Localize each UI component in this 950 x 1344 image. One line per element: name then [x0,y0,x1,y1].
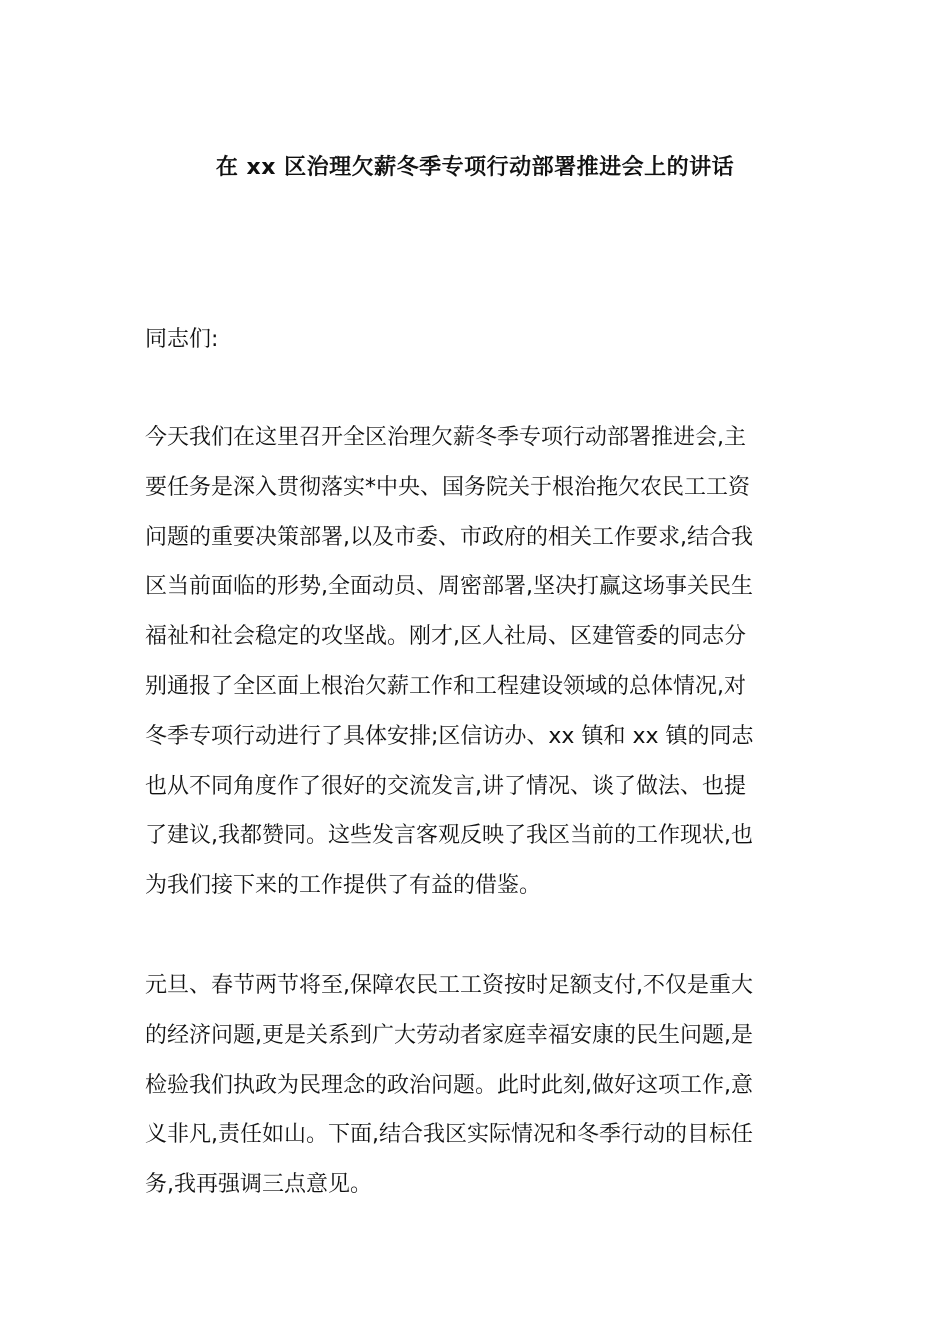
paragraph-line: 检验我们执政为民理念的政治问题。此时此刻,做好这项工作,意 [145,1072,753,1098]
paragraph-2 [145,961,810,1210]
paragraph-line: 也从不同角度作了很好的交流发言,讲了情况、谈了做法、也提 [145,773,746,799]
paragraph-line: 义非凡,责任如山。下面,结合我区实际情况和冬季行动的目标任 [145,1122,753,1148]
paragraph-line: 务,我再强调三点意见。 [145,1172,372,1198]
paragraph-line: 了建议,我都赞同。这些发言客观反映了我区当前的工作现状,也 [145,823,753,849]
paragraph-line: 福祉和社会稳定的攻坚战。刚才,区人社局、区建管委的同志分 [145,624,746,650]
salutation: 同志们: [145,327,219,352]
paragraph-line: 区当前面临的形势,全面动员、周密部署,坚决打赢这场事关民生 [145,574,753,600]
paragraph-line: 问题的重要决策部署,以及市委、市政府的相关工作要求,结合我 [145,524,753,550]
paragraph-line: 今天我们在这里召开全区治理欠薪冬季专项行动部署推进会,主 [145,425,746,450]
paragraph-1 [145,413,810,911]
paragraph-line: 冬季专项行动进行了具体安排;区信访办、xx 镇和 xx 镇的同志 [145,723,754,749]
paragraph-line: 为我们接下来的工作提供了有益的借鉴。 [145,873,542,899]
paragraph-line: 要任务是深入贯彻落实*中央、国务院关于根治拖欠农民工工资 [145,474,751,500]
document-title: 在 xx 区治理欠薪冬季专项行动部署推进会上的讲话 [215,155,735,180]
paragraph-line: 元旦、春节两节将至,保障农民工工资按时足额支付,不仅是重大 [145,973,753,998]
paragraph-line: 的经济问题,更是关系到广大劳动者家庭幸福安康的民生问题,是 [145,1022,753,1048]
paragraph-line: 别通报了全区面上根治欠薪工作和工程建设领域的总体情况,对 [145,673,746,699]
